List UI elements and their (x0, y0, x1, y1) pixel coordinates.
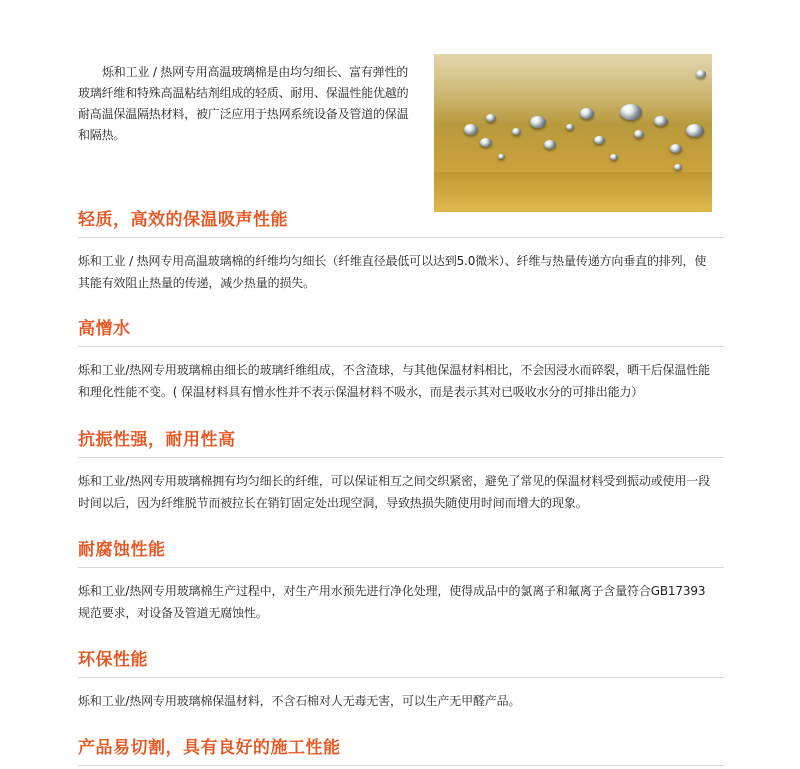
section-title: 耐腐蚀性能 (78, 540, 166, 560)
water-droplet (686, 124, 704, 137)
section-easy-cutting (78, 735, 724, 766)
water-droplet (464, 124, 478, 135)
section-divider (78, 677, 724, 678)
section-corrosion-resistance (78, 537, 724, 624)
section-title: 高憎水 (78, 319, 131, 339)
water-droplet (634, 130, 644, 138)
section-title: 环保性能 (78, 650, 148, 670)
water-droplet (566, 124, 574, 130)
section-divider (78, 457, 724, 458)
water-droplet (544, 140, 556, 149)
water-droplet (654, 116, 668, 126)
section-divider (78, 237, 724, 238)
water-droplet (610, 154, 618, 160)
water-droplet (530, 116, 546, 128)
section-environmental (78, 647, 724, 712)
section-body: 烁和工业/热网专用玻璃棉保温材料，不含石棉对人无毒无害，可以生产无甲醛产品。 (78, 694, 521, 708)
water-droplet (498, 154, 505, 159)
water-droplet (512, 128, 521, 135)
section-lightweight (78, 207, 724, 294)
water-droplet (620, 104, 642, 120)
section-water-repellent (78, 316, 724, 403)
water-droplet (674, 164, 682, 170)
section-body: 烁和工业 / 热网专用高温玻璃棉的纤维均匀细长（纤维直径最低可以达到5.0微米）、纤维与热量传递方向垂直的排列，使 其能有效阻止热量的传递，减少热量的损失。 (78, 254, 707, 290)
section-body: 烁和工业/热网专用玻璃棉生产过程中，对生产用水预先进行净化处理，使得成品中的氯离子和氟离子含量符合GB17393 规范要求，对设备及管道无腐蚀性。 (78, 584, 706, 620)
water-droplet (594, 136, 605, 144)
section-divider (78, 765, 724, 766)
section-body: 烁和工业/热网专用玻璃棉由细长的玻璃纤维组成，不含渣球，与其他保温材料相比，不会因浸水而碎裂，晒干后保温性能 和理化性能不变。( 保温材料具有憎水性并不表示保温材料不吸水，而是表示其对已吸收水分的可排出能力） (78, 363, 710, 399)
intro-paragraph: 烁和工业 / 热网专用高温玻璃棉是由均匀细长、富有弹性的玻璃纤维和特殊高温粘结剂组成的轻质、耐用、保温性能优越的耐高温保温隔热材料，被广泛应用于热网系统设备及管道的保温和隔热。 (78, 65, 409, 142)
section-body: 烁和工业/热网专用玻璃棉拥有均匀细长的纤维，可以保证相互之间交织紧密，避免了常见的保温材料受到振动或使用一段 时间以后，因为纤维脱节而被拉长在销钉固定处出现空洞，导致热损失随使用时间而增大的现象。 (78, 474, 710, 510)
water-droplet (696, 70, 706, 78)
water-droplet (580, 108, 594, 119)
water-droplet (486, 114, 496, 122)
section-title: 轻质，高效的保温吸声性能 (78, 210, 288, 230)
section-title: 产品易切割，具有良好的施工性能 (78, 738, 341, 758)
water-droplet (670, 144, 682, 153)
section-divider (78, 346, 724, 347)
water-droplet (480, 138, 492, 147)
product-photo-glass-wool-water-droplets (434, 54, 712, 212)
section-vibration-resistance (78, 427, 724, 514)
section-title: 抗振性强，耐用性高 (78, 430, 236, 450)
section-divider (78, 567, 724, 568)
